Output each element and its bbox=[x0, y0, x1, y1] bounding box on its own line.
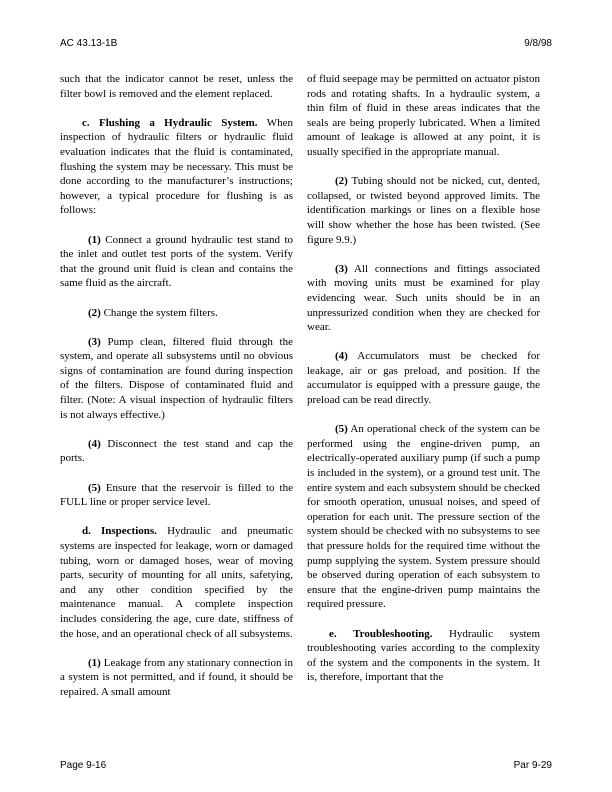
step-text: Accumulators must be checked for leakage, air or gas preload, and position. If the accumulator is equipped with a pressure gauge, the preload can be read directly. bbox=[307, 350, 540, 407]
step-d3 bbox=[307, 262, 540, 335]
step-d4 bbox=[307, 349, 540, 407]
document-date: 9/8/98 bbox=[524, 38, 552, 49]
step-c4 bbox=[60, 437, 293, 466]
paragraph-continuation: such that the indicator cannot be reset, unless the filter bowl is removed and the element replaced. bbox=[60, 73, 293, 100]
step-text: All connections and fittings associated with moving units must be examined for play evidencing wear. Such units should be in an unpressurized condition when they are checked for wear. bbox=[307, 262, 540, 334]
section-text: When inspection of hydraulic filters or hydraulic fluid evaluation indicates that the fluid is contaminated, flushing the system may be necessary. This must be done according to the manufacturer’s instructions; however, a typical procedure for flushing is as follows: bbox=[60, 116, 293, 217]
step-number: (3) bbox=[88, 335, 101, 348]
section-text: Hydraulic system troubleshooting varies according to the complexity of the system and the components in the system. It is, therefore, important that the bbox=[307, 627, 540, 684]
section-title: Troubleshooting. bbox=[353, 627, 433, 640]
step-number: (4) bbox=[88, 437, 101, 450]
section-e-troubleshooting bbox=[307, 627, 540, 685]
step-c2 bbox=[60, 306, 293, 321]
document-id: AC 43.13-1B bbox=[60, 38, 118, 49]
step-text: Disconnect the test stand and cap the ports. bbox=[60, 437, 293, 465]
step-number: (3) bbox=[335, 262, 348, 275]
step-text: Leakage from any stationary connection in a system is not permitted, and if found, it should be repaired. A small amount bbox=[60, 656, 293, 698]
step-d5 bbox=[307, 422, 540, 612]
step-number: (1) bbox=[88, 233, 101, 246]
section-label: d. bbox=[82, 525, 91, 538]
section-c-flushing bbox=[60, 116, 293, 218]
section-label: c. bbox=[82, 116, 90, 129]
step-number: (1) bbox=[88, 656, 101, 669]
step-text: An operational check of the system can be performed using the engine-driven pump, an electrically-operated auxiliary pump (if such a pump is included in the system), or a ground test unit. The entire system and each subsystem should be checked for smooth operation, unusual noises, and speed of operation for each unit. The pressure section of the system should be checked with no subsystems to see that pressure holds for the required time without the pump supplying the system. System pressure should be observed during operation of each subsystem to ensure that the engine-driven pump maintains the required pressure. bbox=[307, 423, 540, 611]
step-d2 bbox=[307, 174, 540, 247]
step-text: Connect a ground hydraulic test stand to the inlet and outlet test ports of the system. Verify that the ground unit fluid is clean and contains the same fluid as the aircraft. bbox=[60, 233, 293, 290]
page-number: Page 9-16 bbox=[60, 760, 107, 771]
section-title: Flushing a Hydraulic System. bbox=[99, 116, 258, 129]
section-label: e. bbox=[329, 627, 337, 640]
paragraph-continuation: of fluid seepage may be permitted on actuator piston rods and rotating shafts. In a hydraulic system, a thin film of fluid in these areas indicates that the seals are being properly lubricated. When a limited amount of leakage is allowed at any point, it is usually specified in the appropriate manual. bbox=[307, 73, 540, 158]
step-text: Tubing should not be nicked, cut, dented, collapsed, or twisted beyond approved limits. The identification markings or lines on a flexible hose will show whether the hose has been twisted. (See figure 9.9.) bbox=[307, 175, 540, 246]
step-number: (2) bbox=[88, 306, 101, 319]
step-c5 bbox=[60, 481, 293, 510]
paragraph-reference: Par 9-29 bbox=[513, 760, 552, 771]
step-text: Pump clean, filtered fluid through the system, and operate all subsystems until no obvious signs of contamination are found during inspection of the filters. Dispose of contaminated fluid and filter. (Note: A visual inspection of hydraulic filters is not always effective.) bbox=[60, 335, 293, 421]
step-text: Change the system filters. bbox=[100, 306, 218, 319]
step-number: (4) bbox=[335, 350, 348, 363]
section-title: Inspections. bbox=[101, 525, 157, 538]
step-number: (5) bbox=[88, 481, 101, 494]
step-number: (2) bbox=[335, 175, 348, 188]
section-text: Hydraulic and pneumatic systems are inspected for leakage, worn or damaged tubing, worn or damaged hoses, wear of moving parts, security of mounting for all units, safetying, and any other condition specified by the maintenance manual. A complete inspection includes considering the age, cure date, stiffness of the hose, and an operational check of all subsystems. bbox=[60, 525, 293, 640]
section-d-inspections bbox=[60, 524, 293, 641]
left-column bbox=[60, 72, 293, 714]
step-number: (5) bbox=[335, 423, 348, 436]
right-column bbox=[307, 72, 540, 700]
step-c1 bbox=[60, 233, 293, 291]
step-c3 bbox=[60, 335, 293, 423]
step-text: Ensure that the reservoir is filled to the FULL line or proper service level. bbox=[60, 481, 293, 509]
step-d1 bbox=[60, 656, 293, 700]
